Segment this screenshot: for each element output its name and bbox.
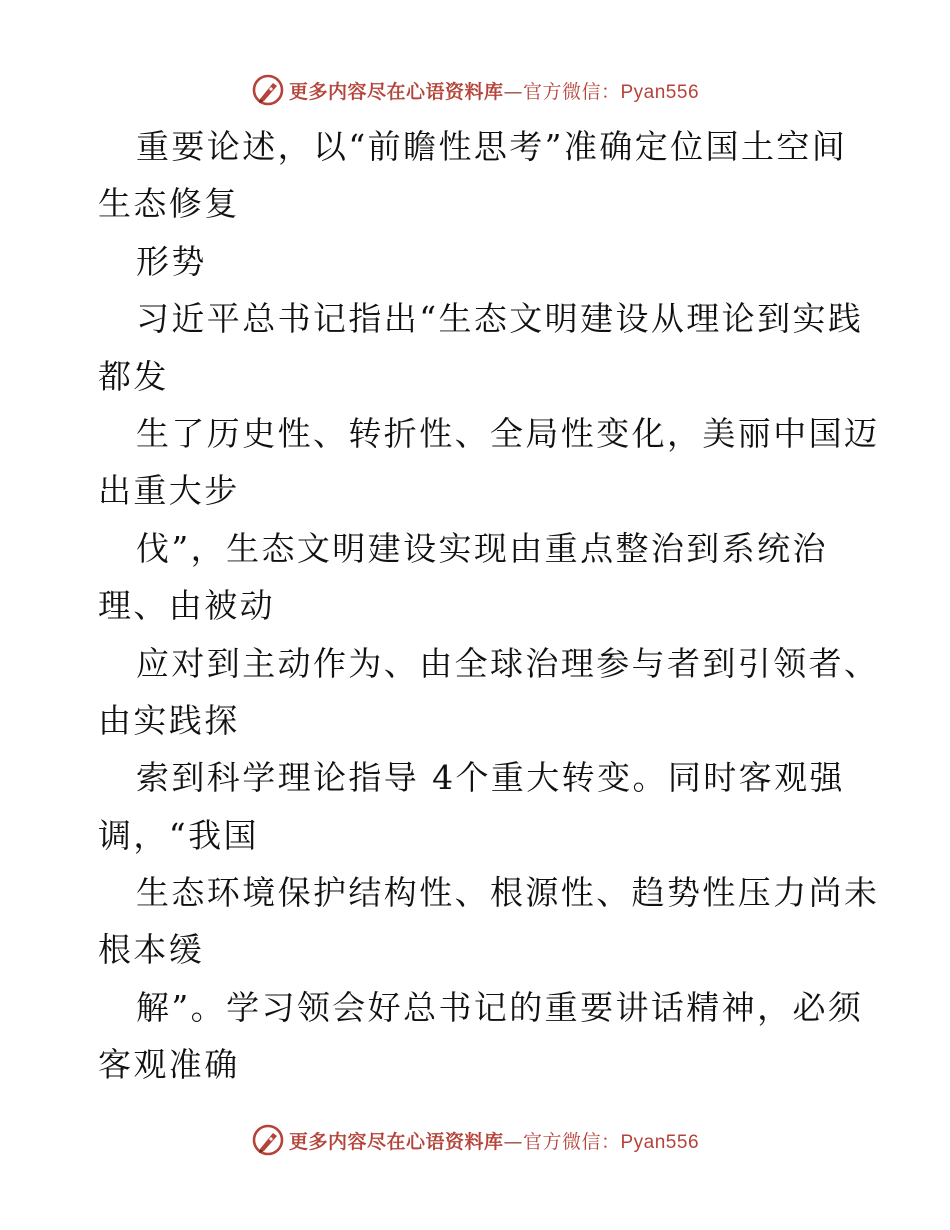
document-body xyxy=(98,118,880,1094)
text-line: 伐”，生态文明建设实现由重点整治到系统治 xyxy=(136,528,828,568)
footer-banner xyxy=(0,1120,950,1160)
text-line: 生态修复 xyxy=(98,184,240,224)
text-line: 调，“我国 xyxy=(98,815,259,855)
text-line: 习近平总书记指出“生态文明建设从理论到实践 xyxy=(136,299,864,339)
header-banner-text: 更多内容尽在心语资料库—官方微信：Pyan556 xyxy=(288,80,700,103)
text-line: 形势 xyxy=(136,241,207,281)
text-line: 客观准确 xyxy=(98,1045,240,1085)
text-line: 应对到主动作为、由全球治理参与者到引领者、 xyxy=(136,643,880,683)
text-line: 都发 xyxy=(98,356,169,396)
text-line: 由实践探 xyxy=(98,700,240,740)
text-line: 解”。学习领会好总书记的重要讲话精神，必须 xyxy=(136,987,864,1027)
footer-banner-text: 更多内容尽在心语资料库—官方微信：Pyan556 xyxy=(288,1130,700,1153)
text-line: 出重大步 xyxy=(98,471,240,511)
text-line: 生了历史性、转折性、全局性变化，美丽中国迈 xyxy=(136,413,880,453)
pen-logo-icon xyxy=(251,73,285,107)
text-line: 重要论述，以“前瞻性思考”准确定位国土空间 xyxy=(136,127,848,166)
text-line: 理、由被动 xyxy=(98,586,275,626)
pen-logo-icon xyxy=(251,1123,285,1157)
text-line: 索到科学理论指导 4个重大转变。同时客观强 xyxy=(136,758,845,798)
header-banner xyxy=(0,70,950,110)
text-line: 生态环境保护结构性、根源性、趋势性压力尚未 xyxy=(136,873,880,913)
text-line: 根本缓 xyxy=(98,930,205,970)
